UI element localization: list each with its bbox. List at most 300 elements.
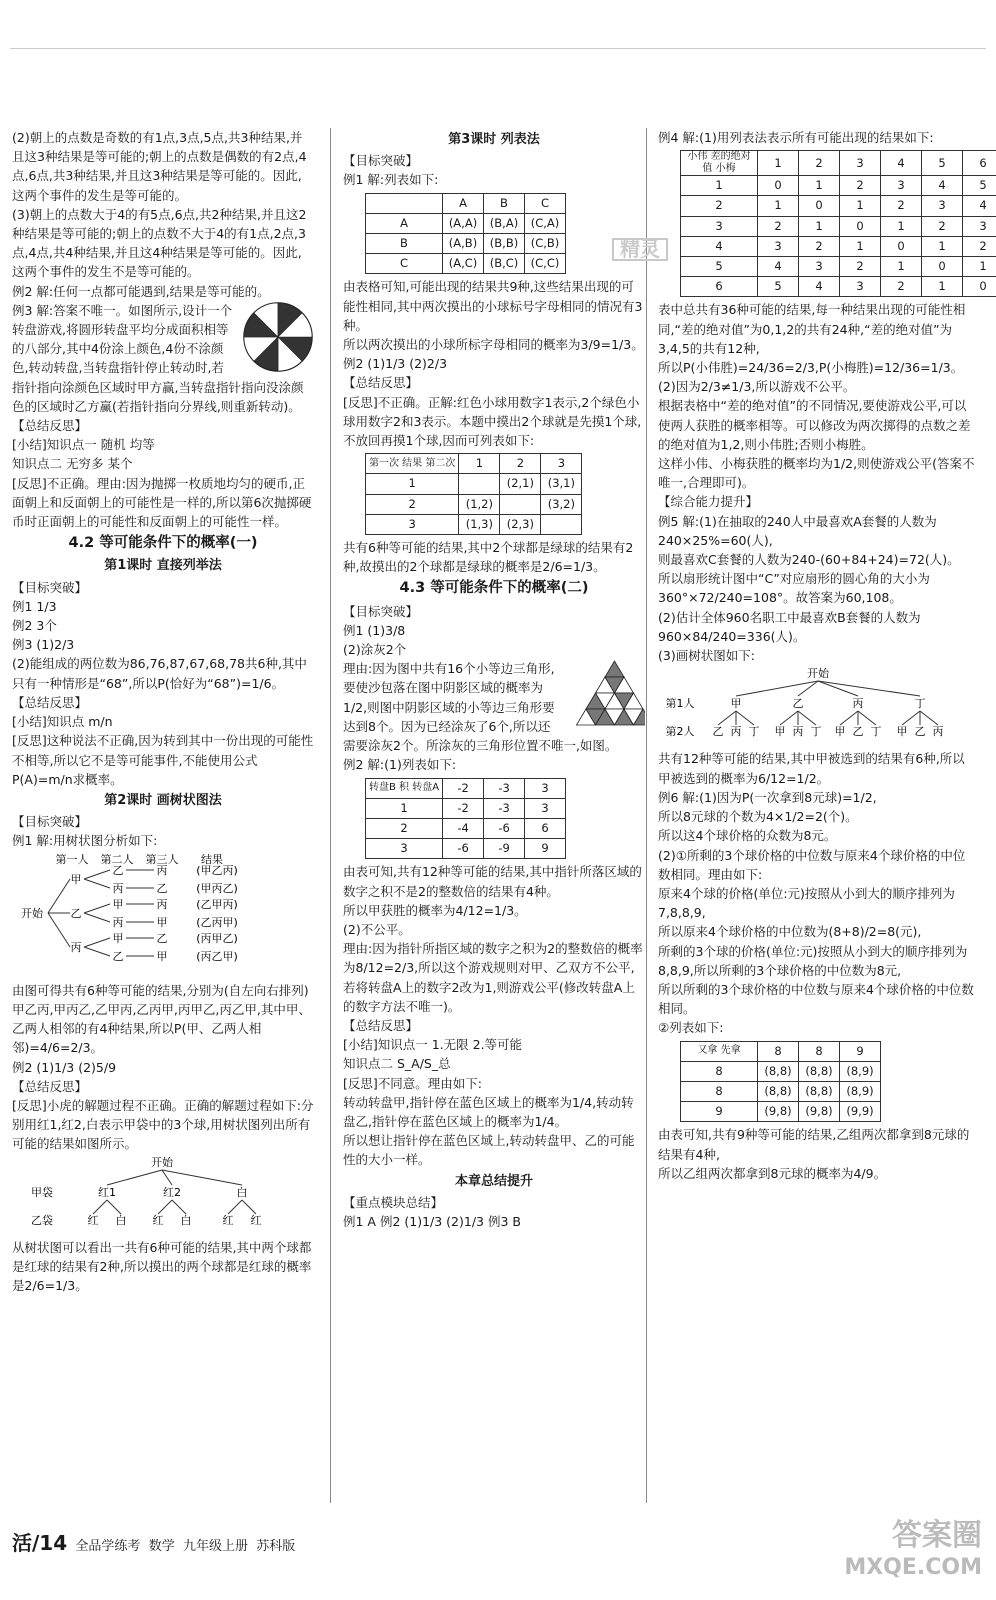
tree-node: 丁 — [748, 725, 760, 739]
tree-node: 丁 — [870, 725, 882, 739]
text-paragraph: 例1 A 例2 (1)1/3 (2)1/3 例3 B — [343, 1213, 521, 1229]
table-row — [366, 193, 566, 213]
table-cell: B — [484, 193, 525, 213]
page-footer — [12, 1531, 296, 1556]
table-row — [681, 151, 996, 176]
table-cell: 1 — [840, 236, 881, 256]
data-table — [365, 778, 566, 860]
table-cell: 4 — [963, 196, 996, 216]
tree-branch — [84, 913, 110, 922]
tree-header: 第2人 — [665, 725, 695, 739]
tree-branch — [798, 711, 816, 725]
text-paragraph: 共有6种等可能的结果,其中2个球都是绿球的结果有2种,故摸出的2个球都是绿球的概率是2/6=1/3。 — [343, 540, 634, 575]
tree-node: 乙 — [70, 906, 82, 920]
table-cell: 2 — [881, 277, 922, 297]
table-cell: 1 — [799, 216, 840, 236]
table-cell: -9 — [484, 839, 525, 859]
table-row — [366, 514, 582, 534]
text-paragraph: 所以想让指针停在蓝色区域上,转动转盘甲、乙的可能性的大小一样。 — [343, 1133, 635, 1168]
table-cell: (8,8) — [799, 1081, 840, 1101]
text-paragraph: 则最喜欢C套餐的人数为240-(60+84+24)=72(人)。 — [658, 552, 960, 568]
table-cell: (2,3) — [500, 514, 541, 534]
table-cell: 2 — [799, 151, 840, 176]
table-cell: 9 — [840, 1041, 881, 1061]
table-cell: -6 — [443, 839, 484, 859]
tree-node: 乙 — [914, 725, 926, 739]
table-cell: 1 — [366, 798, 443, 818]
table-cell: (B,B) — [484, 234, 525, 254]
tree-node: 乙 — [112, 863, 124, 877]
table-cell: 3 — [366, 839, 443, 859]
table-cell: 3 — [963, 216, 996, 236]
text-paragraph: 由图可得共有6种等可能的结果,分别为(自左向右排列)甲乙丙,甲丙乙,乙甲丙,乙丙甲,丙甲乙,丙乙甲,其中甲、乙两人相邻的有4种结果,所以P(甲、乙两人相邻)=4/6=2/3。 — [12, 982, 311, 1056]
tree-branch — [48, 879, 70, 913]
footer-subject: 数学 — [148, 1539, 175, 1554]
text-paragraph: 例2 (1)1/3 (2)5/9 — [12, 1059, 117, 1075]
table-cell: A — [443, 193, 484, 213]
triangle-figure — [565, 659, 645, 729]
tree-node: 乙 — [712, 725, 724, 739]
table-row — [366, 798, 566, 818]
column-divider — [646, 128, 647, 1503]
table-cell: (8,8) — [758, 1061, 799, 1081]
table-cell: 0 — [922, 257, 963, 277]
table-cell: 0 — [963, 277, 996, 297]
tree-result: (乙甲丙) — [196, 897, 238, 911]
text-paragraph: 由表可知,共有9种等可能的结果,乙组两次都拿到8元球的结果有4种, — [658, 1127, 970, 1162]
text-paragraph: 原来4个球的价格(单位:元)按照从小到大的顺序排列为7,8,8,9, — [658, 885, 955, 921]
table-cell: 1 — [366, 474, 459, 494]
text-paragraph: 所以扇形统计图中“C”对应扇形的圆心角的大小为360°×72/240=108°。故答案为60,108。 — [658, 571, 930, 606]
table-cell: 6 — [525, 818, 566, 838]
tree-node: 红 — [152, 1213, 164, 1227]
text-paragraph: 例1 (1)3/8 — [343, 622, 406, 638]
table-corner-header: 转盘B 积 转盘A — [366, 778, 443, 798]
tree-node: 白 — [115, 1213, 127, 1227]
table-row — [681, 1081, 881, 1101]
table-cell: 2 — [881, 196, 922, 216]
text-paragraph: 【目标突破】 — [12, 579, 88, 595]
top-rule — [10, 48, 986, 49]
tree-node: 丙 — [852, 697, 864, 711]
text-paragraph: 从树状图可以看出一共有6种可能的结果,其中两个球都是红球的结果有2种,所以摸出的两个球都是红球的概率是2/6=1/3。 — [12, 1239, 312, 1294]
table-corner-header: 小伟 差的绝对值 小梅 — [681, 151, 758, 176]
tree-branch — [242, 1200, 256, 1214]
table-row — [366, 213, 566, 233]
table-cell: A — [366, 213, 443, 233]
table-cell: 4 — [881, 151, 922, 176]
text-paragraph: 【目标突破】 — [12, 814, 88, 830]
table-cell: 3 — [799, 257, 840, 277]
text-paragraph: 【总结反思】 — [12, 418, 88, 434]
table-cell: 1 — [840, 196, 881, 216]
text-paragraph: 根据表格中“差的绝对值”的不同情况,要使游戏公平,可以使两人获胜的概率相等。可以修改为两次掷得的点数之差的绝对值为1,2,则小伟胜;否则小梅胜。 — [658, 398, 971, 452]
section-heading: 第1课时 直接列举法 — [104, 558, 222, 574]
table-cell: (2,1) — [500, 474, 541, 494]
tree-branch — [158, 1200, 172, 1214]
table-cell: (B,C) — [484, 254, 525, 274]
table-cell: (9,8) — [758, 1102, 799, 1122]
tree-node: 丙 — [792, 725, 804, 739]
tree-branch — [840, 711, 858, 725]
tree-node: 甲 — [730, 697, 742, 711]
text-paragraph: 【目标突破】 — [343, 153, 419, 169]
table-row — [681, 196, 996, 216]
tree-result: (乙丙甲) — [196, 915, 238, 929]
text-paragraph: 由表格可知,可能出现的结果共9种,这些结果出现的可能性相同,其中两次摸出的小球标号字母相同的情况有3种。 — [343, 279, 643, 333]
tree-node: 红 — [87, 1213, 99, 1227]
tree-node: 甲 — [156, 949, 168, 963]
table-cell: 5 — [922, 151, 963, 176]
tree-node: 开始 — [151, 1155, 173, 1169]
text-paragraph: (2)①所剩的3个球价格的中位数与原来4个球价格的中位数相同。理由如下: — [658, 847, 966, 882]
tree-branch — [736, 681, 818, 696]
tree-header: 第一人 — [55, 852, 89, 866]
stamp: 精灵 — [612, 238, 668, 261]
table-cell: 5 — [963, 176, 996, 196]
table-cell: 3 — [840, 277, 881, 297]
tree-header: 第1人 — [665, 697, 695, 711]
data-table — [680, 150, 996, 297]
table-cell: 2 — [758, 216, 799, 236]
table-row — [681, 277, 996, 297]
section-heading: 第3课时 列表法 — [448, 132, 540, 147]
tree-node: 白 — [236, 1185, 248, 1199]
table-row — [681, 1041, 881, 1061]
table-cell: (8,9) — [840, 1081, 881, 1101]
table-row — [366, 254, 566, 274]
table-cell: 0 — [881, 236, 922, 256]
table-cell: (C,C) — [525, 254, 566, 274]
table-cell: 2 — [840, 176, 881, 196]
text-paragraph: 所以原来4个球价格的中位数为(8+8)/2=8(元), — [658, 924, 922, 940]
table-cell: 2 — [799, 236, 840, 256]
text-paragraph: 【总结反思】 — [343, 1017, 419, 1033]
table-cell: (9,8) — [799, 1102, 840, 1122]
tree-node: 丙 — [112, 915, 124, 929]
table-cell: 3 — [525, 798, 566, 818]
table-cell: 5 — [758, 277, 799, 297]
tree-branch — [84, 947, 110, 956]
table-cell: 3 — [840, 151, 881, 176]
tree-node: 丙 — [932, 725, 944, 739]
tree-branch — [858, 711, 876, 725]
table-cell: (A,C) — [443, 254, 484, 274]
table-cell: 1 — [459, 454, 500, 474]
text-paragraph: 例2 解:任何一点都可能遇到,结果是等可能的。 — [12, 283, 270, 299]
text-paragraph: [反思]不正确。正解:红色小球用数字1表示,2个绿色小球用数字2和3表示。本题中摸出2个球就是先摸1个球,不放回再摸1个球,因而可列表如下: — [343, 394, 642, 449]
text-paragraph: [反思]不正确。理由:因为抛掷一枚质地均匀的硬币,正面朝上和反面朝上的可能性是一样的,所以第6次抛掷硬币时正面朝上的可能性和反面朝上的可能性一样。 — [12, 475, 312, 530]
tree-node: 甲 — [112, 897, 124, 911]
text-paragraph: [小结]知识点 m/n — [12, 714, 113, 730]
table-cell: (C,B) — [525, 234, 566, 254]
tree-result: (丙乙甲) — [196, 949, 238, 963]
tree-result: (甲丙乙) — [196, 881, 238, 895]
tree-header: 结果 — [201, 852, 223, 866]
table-row — [681, 1102, 881, 1122]
table-cell: 4 — [681, 236, 758, 256]
tree-node: 甲 — [70, 872, 82, 886]
table-cell: (C,A) — [525, 213, 566, 233]
table-row — [366, 474, 582, 494]
table-cell — [541, 514, 582, 534]
table-cell: 2 — [366, 818, 443, 838]
tree-node: 开始 — [21, 906, 43, 920]
tree-node: 丙 — [70, 940, 82, 954]
table-cell: (3,2) — [541, 494, 582, 514]
table-cell: (3,1) — [541, 474, 582, 494]
section-heading: 4.2 等可能条件下的概率(一) — [68, 535, 258, 552]
table-cell: 3 — [922, 196, 963, 216]
table-cell: 3 — [758, 236, 799, 256]
table-cell: (1,2) — [459, 494, 500, 514]
table-row — [366, 494, 582, 514]
table-cell: (9,9) — [840, 1102, 881, 1122]
tree-node: 红 — [222, 1213, 234, 1227]
tree-branch — [718, 711, 736, 725]
table-cell: 1 — [681, 176, 758, 196]
table-cell: -3 — [484, 798, 525, 818]
tree-header: 第三人 — [145, 852, 179, 866]
column-2 — [343, 128, 645, 1231]
tree-node: 开始 — [807, 667, 829, 681]
section-heading: 第2课时 画树状图法 — [104, 792, 222, 808]
table-cell: 1 — [758, 196, 799, 216]
table-cell: 0 — [758, 176, 799, 196]
table-cell: -2 — [443, 778, 484, 798]
table-cell: -2 — [443, 798, 484, 818]
text-paragraph: 例3 解:答案不唯一。如图所示,设计一个转盘游戏,将圆形转盘平均分成面积相等的八部分,其中4份涂上颜色,4份不涂颜色,转动转盘,当转盘指针停止转动时,若指针指向涂颜色区域时甲方赢,当转盘指针指向没涂颜色的区域时乙方赢(若指针指向分界线,则重新转动)。 — [12, 302, 304, 414]
table-cell: 2 — [366, 494, 459, 514]
table-row — [681, 216, 996, 236]
footer-grade: 九年级上册 — [182, 1539, 248, 1554]
tree-node: 白 — [180, 1213, 192, 1227]
table-corner-header: 又拿 先拿 — [681, 1041, 758, 1061]
table-row — [681, 236, 996, 256]
section-heading: 4.3 等可能条件下的概率(二) — [399, 580, 589, 597]
column-divider — [330, 128, 331, 1503]
text-paragraph: (3)画树状图如下: — [658, 648, 755, 664]
table-cell: 8 — [681, 1061, 758, 1081]
tree-branch — [228, 1200, 242, 1214]
tree-diagram — [12, 1156, 314, 1236]
text-paragraph: 例1 1/3 — [12, 598, 57, 614]
table-cell: 3 — [541, 454, 582, 474]
text-paragraph: 所以这4个球价格的众数为8元。 — [658, 828, 837, 844]
tree-branch — [780, 711, 798, 725]
text-paragraph: 所以8元球的个数为4×1/2=2(个)。 — [658, 809, 858, 825]
table-cell: 2 — [500, 454, 541, 474]
table-row — [366, 778, 566, 798]
table-cell: C — [525, 193, 566, 213]
text-paragraph: 例2 3个 — [12, 618, 57, 634]
table-cell: 6 — [963, 151, 996, 176]
text-paragraph: [反思]不同意。理由如下: — [343, 1075, 482, 1091]
table-cell: 0 — [799, 196, 840, 216]
tree-node: 乙 — [112, 949, 124, 963]
table-cell: 4 — [922, 176, 963, 196]
tree-diagram — [658, 667, 976, 747]
table-cell: 2 — [922, 216, 963, 236]
spinner-figure — [242, 301, 314, 373]
tree-node: 丙 — [156, 897, 168, 911]
watermark-logo: 答案圈 MXQE.COM — [844, 1518, 982, 1580]
text-paragraph: 【综合能力提升】 — [658, 494, 759, 510]
table-cell: 0 — [840, 216, 881, 236]
tree-node: 甲 — [156, 915, 168, 929]
text-paragraph: 知识点二 无穷多 某个 — [12, 456, 133, 472]
table-cell: 1 — [758, 151, 799, 176]
text-paragraph: 例2 解:(1)列表如下: — [343, 757, 457, 773]
text-paragraph: 【总结反思】 — [343, 375, 419, 391]
text-paragraph: (2)能组成的两位数为86,76,87,67,68,78共6种,其中只有一种情形是“68”,所以P(恰好为“68”)=1/6。 — [12, 656, 307, 691]
tree-branch — [162, 1170, 242, 1185]
table-cell: 2 — [840, 257, 881, 277]
text-paragraph: 所剩的3个球的价格(单位:元)按照从小到大的顺序排列为8,8,9,所以所剩的3个球价格的中位数为8元, — [658, 943, 968, 978]
footer-edition: 苏科版 — [256, 1539, 296, 1554]
footer-brand: 全品学练考 — [75, 1539, 141, 1554]
text-paragraph: 【目标突破】 — [343, 603, 419, 619]
tree-node: 丙 — [112, 881, 124, 895]
table-cell: 8 — [799, 1041, 840, 1061]
tree-node: 红 — [250, 1213, 262, 1227]
tree-branch — [736, 711, 754, 725]
table-cell: 3 — [681, 216, 758, 236]
table-cell: -3 — [484, 778, 525, 798]
tree-node: 丙 — [156, 863, 168, 877]
column-1 — [12, 128, 314, 1295]
data-table — [365, 193, 566, 275]
text-paragraph: 由表可知,共有12种等可能的结果,其中指针所落区域的数字之积不是2的整数倍的结果有4种。 — [343, 864, 642, 899]
text-paragraph: 共有12种等可能的结果,其中甲被选到的结果有6种,所以甲被选到的概率为6/12=1/2。 — [658, 751, 965, 786]
table-cell: 1 — [881, 216, 922, 236]
text-paragraph: 所以两次摸出的小球所标字母相同的概率为3/9=1/3。 — [343, 337, 644, 353]
table-cell: 6 — [681, 277, 758, 297]
table-row — [366, 454, 582, 474]
table-row — [681, 1061, 881, 1081]
table-row — [366, 839, 566, 859]
text-paragraph: [小结]知识点一 随机 均等 — [12, 437, 155, 453]
tree-branch — [93, 1200, 107, 1214]
table-cell: -6 — [484, 818, 525, 838]
text-paragraph: 理由:因为图中共有16个小等边三角形,要使沙包落在图中阴影区域的概率为1/2,则图中阴影区域的小等边三角形要达到8个。因为已经涂灰了6个,所以还需要涂灰2个。所涂灰的三角形位置不唯一,如图。 — [343, 661, 618, 754]
tree-node: 乙 — [156, 931, 168, 945]
data-table — [680, 1041, 881, 1123]
table-cell: (B,A) — [484, 213, 525, 233]
text-paragraph: (2)涂灰2个 — [343, 642, 407, 658]
data-table — [365, 453, 582, 535]
text-paragraph: 例5 解:(1)在抽取的240人中最喜欢A套餐的人数为240×25%=60(人), — [658, 513, 937, 548]
text-paragraph: 转动转盘甲,指针停在蓝色区域上的概率为1/4,转动转盘乙,指针停在蓝色区域上的概率为1/4。 — [343, 1094, 634, 1129]
text-paragraph: 例1 解:列表如下: — [343, 172, 439, 188]
table-cell: 9 — [525, 839, 566, 859]
tree-node: 红2 — [163, 1185, 181, 1199]
table-cell: (8,8) — [799, 1061, 840, 1081]
text-paragraph: 例6 解:(1)因为P(一次拿到8元球)=1/2, — [658, 789, 877, 805]
table-cell: C — [366, 254, 443, 274]
table-cell: 2 — [963, 236, 996, 256]
table-cell: 1 — [922, 236, 963, 256]
tree-branch — [84, 870, 110, 879]
tree-branch — [172, 1200, 186, 1214]
text-paragraph: 例3 (1)2/3 — [12, 637, 75, 653]
tree-result: (甲乙丙) — [196, 863, 238, 877]
text-paragraph: 所以乙组两次都拿到8元球的概率为4/9。 — [658, 1165, 887, 1181]
table-cell: (1,3) — [459, 514, 500, 534]
tree-branch — [818, 681, 858, 696]
tree-diagram — [12, 853, 314, 979]
table-row — [681, 257, 996, 277]
table-cell: (A,A) — [443, 213, 484, 233]
table-corner-header — [366, 193, 443, 213]
tree-branch — [84, 938, 110, 947]
tree-node: 乙 — [792, 697, 804, 711]
text-paragraph: (2)朝上的点数是奇数的有1点,3点,5点,共3种结果,并且这3种结果是等可能的;朝上的点数是偶数的有2点,4点,6点,共3种结果,并且这3种结果是等可能的。因此,这两个事件的发生是等可能的。 — [12, 130, 307, 203]
table-corner-header: 第一次 结果 第二次 — [366, 454, 459, 474]
tree-node: 甲 — [896, 725, 908, 739]
table-cell — [500, 494, 541, 514]
tree-branch — [48, 913, 70, 947]
section-heading: 本章总结提升 — [454, 1173, 533, 1189]
text-paragraph: 所以P(小伟胜)=24/36=2/3,P(小梅胜)=12/36=1/3。 — [658, 360, 964, 376]
table-cell: 1 — [922, 277, 963, 297]
table-cell: 1 — [881, 257, 922, 277]
table-cell: 4 — [799, 277, 840, 297]
tree-node: 甲 — [774, 725, 786, 739]
text-paragraph: 知识点二 S_A/S_总 — [343, 1056, 451, 1072]
tree-branch — [162, 1170, 172, 1185]
text-paragraph: [反思]小虎的解题过程不正确。正确的解题过程如下:分别用红1,红2,白表示甲袋中的3个球,用树状图列出所有可能的结果如图所示。 — [12, 1097, 314, 1152]
table-row — [366, 234, 566, 254]
text-paragraph: [反思]这种说法不正确,因为转到其中一份出现的可能性不相等,所以它不是等可能事件,不能使用公式P(A)=m/n求概率。 — [12, 733, 314, 787]
table-row — [681, 176, 996, 196]
table-cell: 8 — [758, 1041, 799, 1061]
table-cell — [459, 474, 500, 494]
text-paragraph: [小结]知识点一 1.无限 2.等可能 — [343, 1037, 523, 1053]
tree-branch — [84, 904, 110, 913]
text-paragraph: 表中总共有36种可能的结果,每一种结果出现的可能性相同,“差的绝对值”为0,1,2的共有24种,“差的绝对值”为3,4,5的共有12种, — [658, 302, 966, 356]
tree-node: 甲 — [112, 931, 124, 945]
table-cell: 1 — [799, 176, 840, 196]
tree-node: 乙 — [156, 881, 168, 895]
tree-branch — [818, 681, 920, 696]
table-cell: 3 — [525, 778, 566, 798]
text-paragraph: 【总结反思】 — [12, 1078, 88, 1094]
tree-header: 第二人 — [100, 852, 134, 866]
tree-node: 丁 — [810, 725, 822, 739]
table-cell: 4 — [758, 257, 799, 277]
table-cell: (8,9) — [840, 1061, 881, 1081]
table-cell: 1 — [963, 257, 996, 277]
tree-node: 甲 — [834, 725, 846, 739]
table-cell: (A,B) — [443, 234, 484, 254]
column-3 — [658, 128, 987, 1183]
table-cell: 3 — [881, 176, 922, 196]
tree-branch — [84, 879, 110, 888]
text-paragraph: (3)朝上的点数大于4的有5点,6点,共2种结果,并且这2种结果是等可能的;朝上的点数不大于4的有1点,2点,3点,4点,共4种结果,并且这4种结果是等可能的。因此,这两个事件的发生不是等可能的。 — [12, 206, 307, 280]
table-row — [366, 818, 566, 838]
text-paragraph: (2)不公平。 — [343, 921, 411, 937]
table-cell: 2 — [681, 196, 758, 216]
tree-node: 红1 — [98, 1185, 116, 1199]
text-paragraph: 例4 解:(1)用列表法表示所有可能出现的结果如下: — [658, 130, 934, 145]
text-paragraph: 这样小伟、小梅获胜的概率均为1/2,则使游戏公平(答案不唯一,合理即可)。 — [658, 456, 975, 491]
tree-node: 丁 — [914, 697, 926, 711]
text-paragraph: 【重点模块总结】 — [343, 1194, 444, 1210]
table-cell: (8,8) — [758, 1081, 799, 1101]
text-paragraph: 【总结反思】 — [12, 694, 88, 710]
text-paragraph: 所以甲获胜的概率为4/12=1/3。 — [343, 902, 527, 918]
